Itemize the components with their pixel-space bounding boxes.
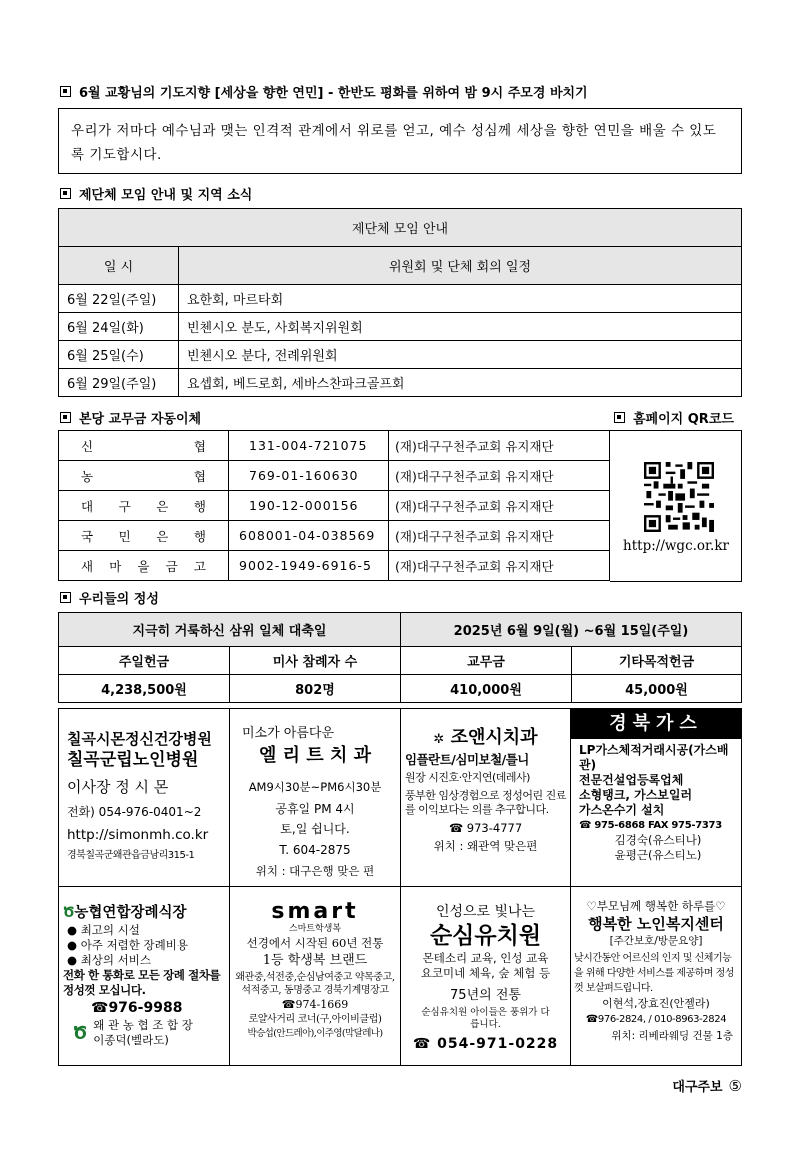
account-holder: (재)대구구천주교회 유지재단: [389, 521, 610, 551]
bank-name-char: 민: [118, 528, 131, 544]
meetings-col-date: 일 시: [59, 247, 179, 285]
bank-name-char: 금: [165, 558, 178, 574]
prayer-heading: [60, 82, 588, 101]
ad-gas-line: ☎ 975-6868 FAX 975-7373: [579, 820, 722, 831]
offering-value: 410,000원: [401, 675, 572, 703]
table-row: [59, 521, 610, 551]
bank-name-char: 국: [81, 528, 94, 544]
ad-funeral-line: ☎976-9988: [91, 1000, 183, 1016]
ad-hospital-line: 칠곡군립노인병원: [67, 750, 199, 770]
square-bullet-icon: [60, 188, 71, 199]
account-holder: (재)대구구천주교회 유지재단: [389, 431, 610, 461]
bank-name-char: 을: [137, 558, 150, 574]
ad-welfare-line: 낮시간동안 어르신의 인지 및 신체기능을 위해 다양한 서비스를 제공하며 정성껏 보살펴드립니다.: [574, 953, 734, 994]
bank-name-char: 행: [193, 498, 206, 514]
ad-uniform-line: 왜관중,석전중,순심남여중고 약목중고, 석적중고, 동명중고 경북기계명장고: [235, 972, 395, 996]
ad-kinder-line: 인성으로 빛나는: [435, 904, 536, 920]
bank-table: [58, 430, 610, 581]
offering-header: 기타목적헌금: [572, 647, 742, 675]
square-bullet-icon: [60, 86, 71, 97]
ad-uniform: [230, 887, 401, 1065]
bank-name-char: 대: [81, 498, 94, 514]
ad-funeral-line: 전화 한 통화로 모든 장례 절차를 정성껏 모십니다.: [63, 968, 221, 997]
offerings-title-left: 지극히 거룩하신 삼위 일체 대축일: [59, 613, 401, 647]
bank-name-char: 은: [156, 498, 169, 514]
ad-uniform-line: 스마트학생복: [288, 924, 342, 934]
meetings-heading: [60, 184, 252, 203]
ad-hospital-line: 이사장 정 시 몬: [67, 778, 169, 796]
qr-heading: [614, 408, 734, 427]
ad-welfare-line: 위치: 리베라웨딩 건물 1층: [611, 1030, 733, 1042]
tooth-icon: ✲: [433, 732, 445, 747]
offering-header: 교무금: [401, 647, 572, 675]
bank-name-char: 농: [81, 468, 94, 484]
ad-joan-line: 위치 : 왜관역 맞은편: [433, 839, 538, 853]
bank-name-char: 고: [193, 558, 206, 574]
account-holder: (재)대구구천주교회 유지재단: [389, 461, 610, 491]
qr-heading-text: 홈페이지 QR코드: [633, 412, 734, 427]
offering-value: 802명: [230, 675, 401, 703]
prayer-box: [58, 108, 742, 174]
ad-funeral-bullet: ● 아주 저렴한 장례비용: [67, 938, 188, 952]
ad-welfare-line: ☎976-2824, / 010-8963-2824: [585, 1014, 727, 1025]
offering-value: 4,238,500원: [59, 675, 230, 703]
account-holder: (재)대구구천주교회 유지재단: [389, 491, 610, 521]
ad-funeral-bullet: ● 최상의 서비스: [67, 953, 151, 967]
bank-name-char: 신: [81, 438, 94, 454]
meeting-date: 6월 22일(주일): [59, 285, 179, 313]
ad-kinder-line: 요코미네 체육, 숲 체험 등: [420, 966, 551, 980]
nh-logo-icon: Ծ: [73, 1022, 88, 1044]
bank-name-char: 행: [193, 528, 206, 544]
offering-header: 미사 참례자 수: [230, 647, 401, 675]
ad-hospital-line: 칠곡시몬정신건강병원: [67, 730, 212, 748]
qr-code-icon[interactable]: [640, 462, 718, 532]
ad-elite-dental: [230, 709, 401, 886]
page-number: ⑤: [728, 1076, 742, 1095]
meetings-heading-text: 제단체 모임 안내 및 지역 소식: [79, 188, 253, 203]
ad-joan-dental: [401, 709, 571, 886]
bank-name-char: 협: [193, 438, 206, 454]
account-number: 608001-04-038569: [229, 521, 389, 551]
ad-gas-line: 윤평근(유스티노): [614, 848, 702, 862]
ad-hospital-line: http://simonmh.co.kr: [67, 827, 209, 843]
meeting-text: 빈첸시오 분도, 사회복지위원회: [179, 313, 742, 341]
ad-joan-line: 임플란트/심미보철/틀니: [405, 752, 529, 767]
bank-name-char: 은: [156, 528, 169, 544]
bank-name-char: 마: [109, 558, 122, 574]
ad-kinder-line: 75년의 전통: [450, 988, 521, 1003]
table-row: [59, 491, 610, 521]
offerings-table: [58, 612, 742, 703]
ad-funeral-title: 농협연합장례식장: [74, 905, 187, 921]
ad-welfare-line: 이현석,장효진(안젤라): [602, 997, 710, 1010]
ad-uniform-line: 선경에서 시작된 60년 전통: [246, 936, 384, 950]
table-row: [59, 341, 742, 369]
ad-uniform-line: 박승섭(안드레아),이주영(막달레나): [247, 1028, 383, 1039]
ad-joan-line: ☎ 973-4777: [448, 821, 523, 835]
ad-welfare-line: ♡부모님께 행복한 하루를♡: [586, 899, 726, 913]
ad-kindergarten: [401, 887, 571, 1065]
ad-gas-line: 김경숙(유스티나): [614, 833, 702, 847]
table-row: [59, 461, 610, 491]
ad-uniform-line: ☎974-1669: [281, 998, 349, 1011]
table-row: [59, 285, 742, 313]
table-row: [59, 551, 610, 581]
ad-funeral-bullet: ● 최고의 시설: [67, 923, 140, 937]
prayer-heading-text: 6월 교황님의 기도지향 [세상을 향한 연민] - 한반도 평화를 위하여 밤 9시 주모경 바치기: [79, 86, 588, 101]
bank-name-char: 구: [118, 498, 131, 514]
ad-welfare: [571, 887, 741, 1065]
account-holder: (재)대구구천주교회 유지재단: [389, 551, 610, 581]
footer: [672, 1076, 742, 1095]
square-bullet-icon: [614, 412, 625, 423]
footer-label: 대구주보: [672, 1080, 723, 1095]
ad-welfare-title: 행복한 노인복지센터: [588, 915, 724, 933]
bank-name-char: 협: [193, 468, 206, 484]
table-row: [59, 431, 610, 461]
account-number: 769-01-160630: [229, 461, 389, 491]
prayer-text: 우리가 저마다 예수님과 맺는 인격적 관계에서 위로를 얻고, 예수 성심께 세상을 향한 연민을 배울 수 있도록 기도합시다.: [71, 123, 717, 163]
table-row: [59, 313, 742, 341]
ad-hospital: [59, 709, 230, 886]
ad-uniform-line: 1등 학생복 브랜드: [262, 953, 368, 968]
ad-gas-line: 소형탱크, 가스보일러: [579, 788, 693, 802]
square-bullet-icon: [60, 412, 71, 423]
nh-logo-icon: Ծ: [63, 905, 75, 921]
offerings-heading: [60, 588, 159, 607]
ad-kinder-line: 순심유치원 아이들은 풍위가 다릅니다.: [421, 1007, 550, 1030]
ad-gas: [571, 709, 741, 886]
meetings-table: [58, 208, 742, 397]
meeting-text: 요셉회, 베드로회, 세바스찬파크골프회: [179, 369, 742, 397]
meeting-date: 6월 25일(수): [59, 341, 179, 369]
ad-welfare-line: [주간보호/방문요양]: [609, 935, 703, 947]
ad-gas-line: 전문건설업등록업체: [579, 773, 684, 787]
ad-joan-title: 조앤시치과: [450, 727, 538, 748]
ad-gas-line: LP가스체적거래시공(가스배관): [579, 743, 729, 772]
banking-heading: [60, 408, 201, 427]
account-number: 190-12-000156: [229, 491, 389, 521]
ad-elite-line: 위치 : 대구은행 맞은 편: [255, 864, 375, 878]
ad-elite-line: T. 604-2875: [279, 843, 351, 857]
ad-elite-line: 엘 리 트 치 과: [258, 745, 371, 766]
meeting-text: 빈첸시오 분다, 전례위원회: [179, 341, 742, 369]
ad-gas-title: 경북가스: [571, 709, 741, 739]
ad-kinder-title: 순심유치원: [429, 923, 542, 949]
ad-elite-line: AM9시30분~PM6시30분: [248, 780, 382, 794]
ad-kinder-line: 몬테소리 교육, 인성 교육: [422, 951, 549, 965]
ad-kinder-line: ☎ 054-971-0228: [412, 1036, 559, 1052]
ad-funeral-line: 왜 관 농 협 조 합 장: [93, 1018, 193, 1032]
banking-heading-text: 본당 교무금 자동이체: [79, 412, 202, 427]
meeting-text: 요한회, 마르타회: [179, 285, 742, 313]
homepage-url[interactable]: http://wgc.or.kr: [623, 538, 729, 554]
ad-funeral-line: 이종덕(벨라도): [93, 1033, 169, 1047]
offerings-title-right: 2025년 6월 9일(월) ~6월 15일(주일): [401, 613, 742, 647]
meetings-col-schedule: 위원회 및 단체 회의 일정: [179, 247, 742, 285]
meetings-table-title: 제단체 모임 안내: [59, 209, 742, 247]
ad-elite-line: 공휴일 PM 4시: [275, 802, 355, 816]
offerings-heading-text: 우리들의 정성: [79, 592, 159, 607]
bank-name-char: 새: [81, 558, 94, 574]
ad-gas-line: 가스온수기 설치: [579, 803, 665, 817]
ad-elite-line: 미소가 아름다운: [242, 726, 335, 741]
ad-joan-line: 원장 시진호·안지연(데레사): [405, 771, 530, 784]
ad-hospital-line: 전화) 054-976-0401~2: [67, 805, 202, 819]
offering-header: 주일헌금: [59, 647, 230, 675]
meeting-date: 6월 24일(화): [59, 313, 179, 341]
meeting-date: 6월 29일(주일): [59, 369, 179, 397]
square-bullet-icon: [60, 592, 71, 603]
ad-elite-line: 토,일 쉽니다.: [280, 822, 350, 836]
ad-hospital-line: 경북칠곡군왜관읍금남리315-1: [67, 850, 195, 861]
ad-uniform-line: 로얄사거리 코너(구,아이비클럽): [248, 1014, 382, 1025]
ad-funeral: [59, 887, 230, 1065]
table-row: [59, 369, 742, 397]
smart-logo: smart: [271, 899, 359, 924]
account-number: 131-004-721075: [229, 431, 389, 461]
ad-joan-line: 풍부한 임상경험으로 정성어린 진료를 이익보다는 의를 추구합니다.: [405, 789, 566, 816]
account-number: 9002-1949-6916-5: [229, 551, 389, 581]
offering-value: 45,000원: [572, 675, 742, 703]
